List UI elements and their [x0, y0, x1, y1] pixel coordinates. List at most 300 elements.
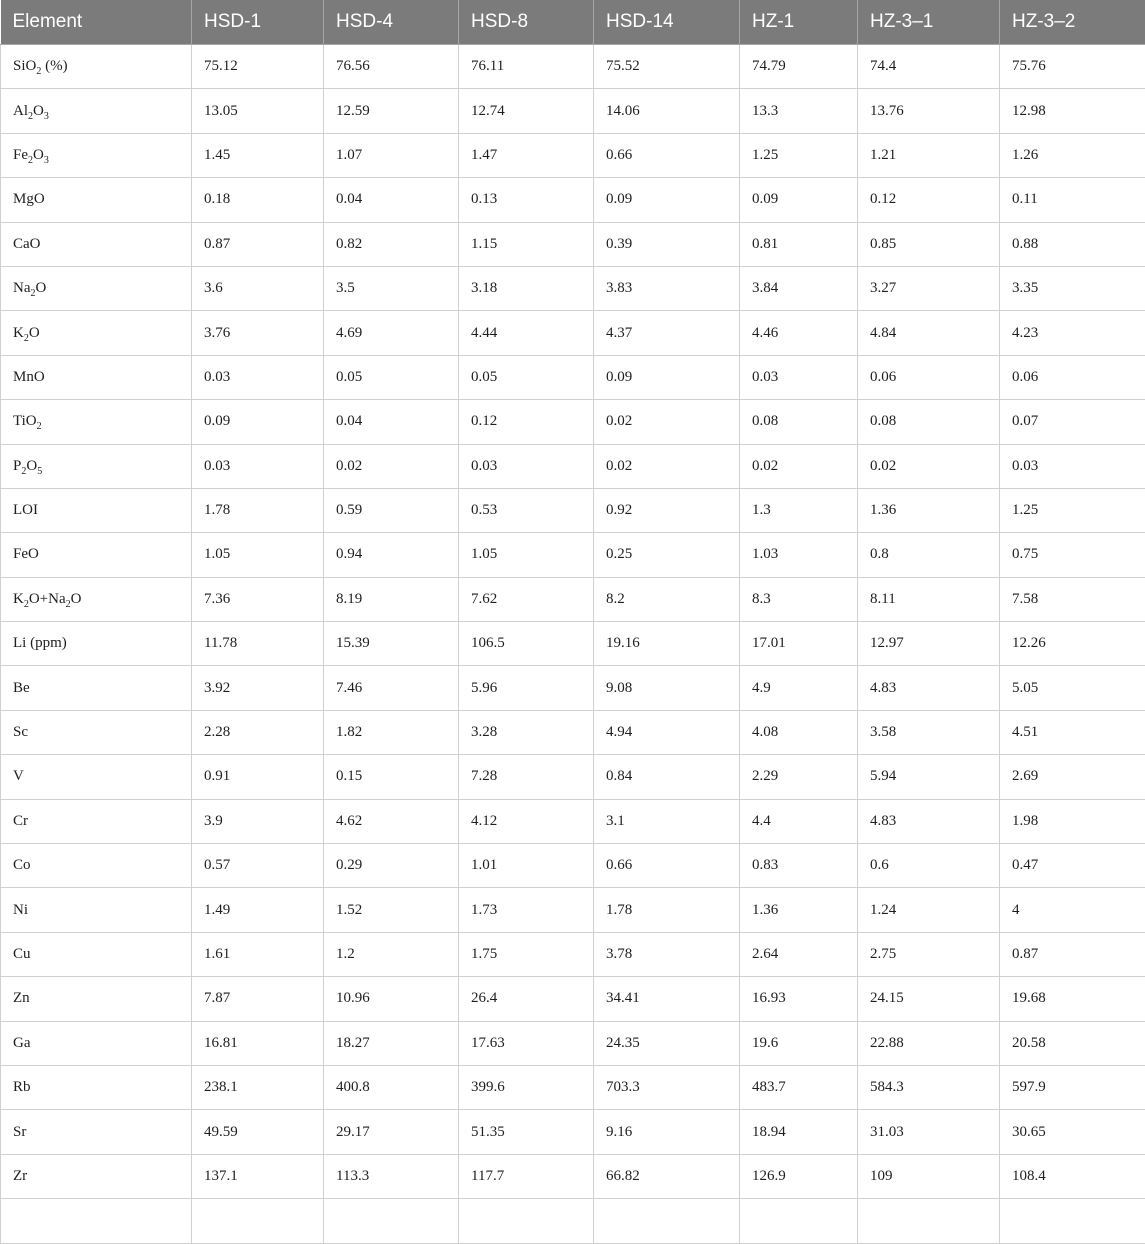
- label-subscript: 2: [31, 288, 36, 299]
- label-text: O: [33, 147, 44, 163]
- row-label: [1, 888, 192, 932]
- table-cell: 7.46: [324, 666, 459, 710]
- label-subscript: 2: [37, 421, 42, 432]
- table-cell: 1.25: [740, 133, 858, 177]
- table-cell: 1.45: [192, 133, 324, 177]
- table-cell: 16.93: [740, 977, 858, 1021]
- table-cell: 4.83: [858, 799, 1000, 843]
- table-cell: 1.25: [1000, 488, 1145, 532]
- table-cell: 76.56: [324, 45, 459, 89]
- table-cell: 0.05: [459, 355, 594, 399]
- table-cell: 1.01: [459, 844, 594, 888]
- table-cell: 0.81: [740, 222, 858, 266]
- table-cell: 108.4: [1000, 1154, 1145, 1198]
- table-cell: 0.09: [594, 355, 740, 399]
- table-cell: 4.44: [459, 311, 594, 355]
- table-cell: 0.88: [1000, 222, 1145, 266]
- table-cell: 3.28: [459, 710, 594, 754]
- table-cell: 66.82: [594, 1154, 740, 1198]
- table-cell: 4.08: [740, 710, 858, 754]
- header-hz-3-2: HZ-3–2: [1000, 0, 1145, 45]
- table-cell: 0.92: [594, 488, 740, 532]
- label-text: Li (ppm): [13, 635, 67, 651]
- table-row: [1, 1110, 1145, 1154]
- table-cell: 117.7: [459, 1154, 594, 1198]
- label-text: Sc: [13, 724, 28, 740]
- label-subscript: 2: [24, 333, 29, 344]
- table-cell: 0.03: [459, 444, 594, 488]
- table-cell: 31.03: [858, 1110, 1000, 1154]
- table-cell: 0.66: [594, 133, 740, 177]
- table-cell: 126.9: [740, 1154, 858, 1198]
- table-cell: 12.98: [1000, 89, 1145, 133]
- table-cell: 0.02: [594, 400, 740, 444]
- table-cell: 0.02: [324, 444, 459, 488]
- table-cell: 3.78: [594, 932, 740, 976]
- table-cell: 1.21: [858, 133, 1000, 177]
- table-cell: 1.15: [459, 222, 594, 266]
- row-label: [1, 977, 192, 1021]
- table-cell: 4.9: [740, 666, 858, 710]
- table-cell: 0.09: [594, 178, 740, 222]
- table-cell: [594, 1199, 740, 1243]
- label-text: Be: [13, 680, 30, 696]
- table-cell: 1.49: [192, 888, 324, 932]
- table-cell: 3.6: [192, 266, 324, 310]
- table-row: [1, 89, 1145, 133]
- table-cell: 74.79: [740, 45, 858, 89]
- table-row: [1, 844, 1145, 888]
- table-cell: 0.04: [324, 178, 459, 222]
- table-cell: 4.84: [858, 311, 1000, 355]
- table-header: [1, 0, 1145, 45]
- table-cell: 3.83: [594, 266, 740, 310]
- table-cell: 4.46: [740, 311, 858, 355]
- table-cell: 238.1: [192, 1065, 324, 1109]
- table-cell: 0.91: [192, 755, 324, 799]
- label-subscript: 2: [21, 466, 26, 477]
- table-cell: 0.57: [192, 844, 324, 888]
- table-cell: [1000, 1199, 1145, 1243]
- table-cell: 0.94: [324, 533, 459, 577]
- table-cell: 1.36: [740, 888, 858, 932]
- table-cell: 49.59: [192, 1110, 324, 1154]
- table-cell: 1.03: [740, 533, 858, 577]
- table-cell: 7.28: [459, 755, 594, 799]
- label-subscript: 3: [44, 155, 49, 166]
- header-hsd-4: HSD-4: [324, 0, 459, 45]
- table-cell: 3.9: [192, 799, 324, 843]
- table-cell: 4.69: [324, 311, 459, 355]
- table-cell: 3.84: [740, 266, 858, 310]
- table-cell: 10.96: [324, 977, 459, 1021]
- table-cell: 19.68: [1000, 977, 1145, 1021]
- row-label: [1, 710, 192, 754]
- table-cell: 4.37: [594, 311, 740, 355]
- table-cell: 399.6: [459, 1065, 594, 1109]
- table-cell: 1.2: [324, 932, 459, 976]
- row-label: [1, 799, 192, 843]
- label-text: O: [26, 458, 37, 474]
- label-text: V: [13, 768, 24, 784]
- table-cell: 0.29: [324, 844, 459, 888]
- label-subscript: 5: [37, 466, 42, 477]
- label-text: K: [13, 591, 24, 607]
- table-cell: [459, 1199, 594, 1243]
- table-cell: 1.26: [1000, 133, 1145, 177]
- row-label: [1, 1021, 192, 1065]
- label-subscript: 2: [24, 599, 29, 610]
- row-label: [1, 222, 192, 266]
- table-cell: 0.08: [858, 400, 1000, 444]
- table-cell: 75.52: [594, 45, 740, 89]
- row-label: [1, 577, 192, 621]
- table-cell: 3.58: [858, 710, 1000, 754]
- table-body: [1, 45, 1145, 1244]
- table-row: [1, 444, 1145, 488]
- table-row: [1, 400, 1145, 444]
- table-row: [1, 1154, 1145, 1198]
- table-row: [1, 1199, 1145, 1243]
- table-cell: 1.61: [192, 932, 324, 976]
- table-row: [1, 533, 1145, 577]
- table-cell: 0.06: [1000, 355, 1145, 399]
- table-row: [1, 888, 1145, 932]
- table-cell: [192, 1199, 324, 1243]
- table-cell: 24.35: [594, 1021, 740, 1065]
- table-cell: 13.05: [192, 89, 324, 133]
- table-cell: 2.69: [1000, 755, 1145, 799]
- table-cell: 29.17: [324, 1110, 459, 1154]
- table-cell: 0.02: [858, 444, 1000, 488]
- label-text: (%): [41, 58, 67, 74]
- table-cell: 0.09: [192, 400, 324, 444]
- table-cell: 3.18: [459, 266, 594, 310]
- table-cell: 9.16: [594, 1110, 740, 1154]
- table-cell: 20.58: [1000, 1021, 1145, 1065]
- row-label: [1, 1199, 192, 1243]
- label-text: Sr: [13, 1124, 26, 1140]
- row-label: [1, 178, 192, 222]
- table-row: [1, 266, 1145, 310]
- table-cell: 0.12: [459, 400, 594, 444]
- table-cell: 0.53: [459, 488, 594, 532]
- table-row: [1, 133, 1145, 177]
- table-cell: 0.85: [858, 222, 1000, 266]
- row-label: [1, 444, 192, 488]
- table-cell: 2.75: [858, 932, 1000, 976]
- row-label: [1, 266, 192, 310]
- label-text: Zn: [13, 990, 30, 1006]
- table-cell: 0.8: [858, 533, 1000, 577]
- label-subscript: 2: [28, 111, 33, 122]
- table-cell: 5.96: [459, 666, 594, 710]
- table-cell: 0.07: [1000, 400, 1145, 444]
- table-cell: 0.03: [1000, 444, 1145, 488]
- table-cell: 0.87: [1000, 932, 1145, 976]
- table-cell: 597.9: [1000, 1065, 1145, 1109]
- table-cell: 1.36: [858, 488, 1000, 532]
- table-cell: 17.63: [459, 1021, 594, 1065]
- table-cell: 3.35: [1000, 266, 1145, 310]
- table-cell: 1.98: [1000, 799, 1145, 843]
- row-label: [1, 45, 192, 89]
- table-cell: 18.27: [324, 1021, 459, 1065]
- table-cell: 7.87: [192, 977, 324, 1021]
- table-cell: 75.12: [192, 45, 324, 89]
- table-cell: 0.84: [594, 755, 740, 799]
- table-cell: 13.76: [858, 89, 1000, 133]
- table-cell: 0.18: [192, 178, 324, 222]
- table-row: [1, 577, 1145, 621]
- table-cell: 0.02: [740, 444, 858, 488]
- label-text: Zr: [13, 1168, 27, 1184]
- table-row: [1, 755, 1145, 799]
- table-cell: 0.59: [324, 488, 459, 532]
- label-text: LOI: [13, 502, 38, 518]
- table-cell: 2.29: [740, 755, 858, 799]
- table-cell: 16.81: [192, 1021, 324, 1065]
- table-cell: 1.78: [192, 488, 324, 532]
- label-subscript: 2: [28, 155, 33, 166]
- row-label: [1, 1065, 192, 1109]
- table-cell: 4: [1000, 888, 1145, 932]
- table-cell: 1.05: [459, 533, 594, 577]
- table-cell: 0.15: [324, 755, 459, 799]
- label-text: Ga: [13, 1035, 31, 1051]
- label-text: Co: [13, 857, 31, 873]
- table-cell: 3.27: [858, 266, 1000, 310]
- header-element: Element: [1, 0, 192, 45]
- label-subscript: 3: [44, 111, 49, 122]
- table-cell: 113.3: [324, 1154, 459, 1198]
- table-cell: 12.59: [324, 89, 459, 133]
- table-cell: 0.03: [192, 355, 324, 399]
- table-cell: 0.12: [858, 178, 1000, 222]
- table-cell: 4.12: [459, 799, 594, 843]
- table-cell: 1.73: [459, 888, 594, 932]
- table-cell: 3.5: [324, 266, 459, 310]
- label-text: Cr: [13, 813, 28, 829]
- label-text: Cu: [13, 946, 31, 962]
- table-cell: 1.82: [324, 710, 459, 754]
- table-cell: 0.09: [740, 178, 858, 222]
- table-cell: 137.1: [192, 1154, 324, 1198]
- table-cell: 13.3: [740, 89, 858, 133]
- table-cell: 18.94: [740, 1110, 858, 1154]
- table-cell: 22.88: [858, 1021, 1000, 1065]
- table-cell: 0.02: [594, 444, 740, 488]
- table-cell: 1.3: [740, 488, 858, 532]
- header-hsd-14: HSD-14: [594, 0, 740, 45]
- table-row: [1, 710, 1145, 754]
- table-cell: 17.01: [740, 622, 858, 666]
- table-cell: 8.11: [858, 577, 1000, 621]
- table-row: [1, 977, 1145, 1021]
- label-subscript: 2: [66, 599, 71, 610]
- table-cell: [858, 1199, 1000, 1243]
- table-cell: 2.28: [192, 710, 324, 754]
- table-row: [1, 45, 1145, 89]
- row-label: [1, 311, 192, 355]
- table-cell: 7.58: [1000, 577, 1145, 621]
- table-row: [1, 622, 1145, 666]
- header-hz-3-1: HZ-3–1: [858, 0, 1000, 45]
- table-cell: 0.05: [324, 355, 459, 399]
- label-text: K: [13, 325, 24, 341]
- label-text: Fe: [13, 147, 28, 163]
- table-cell: 4.4: [740, 799, 858, 843]
- row-label: [1, 488, 192, 532]
- label-text: SiO: [13, 58, 36, 74]
- label-text: Ni: [13, 902, 28, 918]
- table-cell: 0.03: [740, 355, 858, 399]
- row-label: [1, 1110, 192, 1154]
- row-label: [1, 622, 192, 666]
- table-cell: 12.26: [1000, 622, 1145, 666]
- table-cell: 19.16: [594, 622, 740, 666]
- table-cell: 74.4: [858, 45, 1000, 89]
- table-cell: 12.74: [459, 89, 594, 133]
- table-cell: 0.6: [858, 844, 1000, 888]
- label-text: Al: [13, 103, 28, 119]
- table-cell: 34.41: [594, 977, 740, 1021]
- table-cell: 0.03: [192, 444, 324, 488]
- table-cell: 0.39: [594, 222, 740, 266]
- table-cell: 483.7: [740, 1065, 858, 1109]
- table-cell: 2.64: [740, 932, 858, 976]
- table-cell: 400.8: [324, 1065, 459, 1109]
- table-row: [1, 311, 1145, 355]
- header-hz-1: HZ-1: [740, 0, 858, 45]
- table-cell: 75.76: [1000, 45, 1145, 89]
- table-cell: 4.23: [1000, 311, 1145, 355]
- table-cell: 19.6: [740, 1021, 858, 1065]
- label-text: P: [13, 458, 21, 474]
- table-cell: [740, 1199, 858, 1243]
- table-cell: 11.78: [192, 622, 324, 666]
- table-cell: 0.82: [324, 222, 459, 266]
- table-cell: 0.11: [1000, 178, 1145, 222]
- table-cell: 703.3: [594, 1065, 740, 1109]
- table-cell: 8.19: [324, 577, 459, 621]
- header-row: [1, 0, 1145, 45]
- label-subscript: 2: [36, 66, 41, 77]
- table-cell: 0.83: [740, 844, 858, 888]
- table-cell: 3.1: [594, 799, 740, 843]
- table-cell: 7.62: [459, 577, 594, 621]
- table-cell: 0.75: [1000, 533, 1145, 577]
- table-cell: 5.05: [1000, 666, 1145, 710]
- label-text: O: [36, 280, 47, 296]
- row-label: [1, 355, 192, 399]
- row-label: [1, 400, 192, 444]
- table-cell: 9.08: [594, 666, 740, 710]
- table-cell: 4.51: [1000, 710, 1145, 754]
- table-cell: 76.11: [459, 45, 594, 89]
- table-cell: 7.36: [192, 577, 324, 621]
- table-cell: 8.2: [594, 577, 740, 621]
- table-cell: 1.07: [324, 133, 459, 177]
- table-row: [1, 799, 1145, 843]
- table-cell: [324, 1199, 459, 1243]
- table-cell: 0.08: [740, 400, 858, 444]
- table-cell: 4.94: [594, 710, 740, 754]
- table-cell: 24.15: [858, 977, 1000, 1021]
- row-label: [1, 755, 192, 799]
- table-cell: 3.92: [192, 666, 324, 710]
- table-cell: 1.52: [324, 888, 459, 932]
- label-text: O: [33, 103, 44, 119]
- table-cell: 1.24: [858, 888, 1000, 932]
- table-row: [1, 355, 1145, 399]
- row-label: [1, 1154, 192, 1198]
- table-cell: 0.04: [324, 400, 459, 444]
- table-cell: 12.97: [858, 622, 1000, 666]
- table-cell: 4.83: [858, 666, 1000, 710]
- table-cell: 109: [858, 1154, 1000, 1198]
- table-row: [1, 1021, 1145, 1065]
- table-row: [1, 178, 1145, 222]
- row-label: [1, 133, 192, 177]
- table-row: [1, 488, 1145, 532]
- row-label: [1, 89, 192, 133]
- table-cell: 30.65: [1000, 1110, 1145, 1154]
- label-text: MgO: [13, 191, 45, 207]
- header-hsd-1: HSD-1: [192, 0, 324, 45]
- label-text: O+Na: [29, 591, 66, 607]
- table-row: [1, 1065, 1145, 1109]
- label-text: TiO: [13, 413, 37, 429]
- table-cell: 26.4: [459, 977, 594, 1021]
- table-row: [1, 666, 1145, 710]
- label-text: O: [29, 325, 40, 341]
- table-cell: 1.47: [459, 133, 594, 177]
- table-row: [1, 222, 1145, 266]
- header-hsd-8: HSD-8: [459, 0, 594, 45]
- table-cell: 106.5: [459, 622, 594, 666]
- table-cell: 1.75: [459, 932, 594, 976]
- table-cell: 0.13: [459, 178, 594, 222]
- label-text: Rb: [13, 1079, 31, 1095]
- label-text: FeO: [13, 546, 39, 562]
- row-label: [1, 533, 192, 577]
- row-label: [1, 932, 192, 976]
- row-label: [1, 666, 192, 710]
- table-cell: 51.35: [459, 1110, 594, 1154]
- table-cell: 8.3: [740, 577, 858, 621]
- table-cell: 15.39: [324, 622, 459, 666]
- row-label: [1, 844, 192, 888]
- table-cell: 584.3: [858, 1065, 1000, 1109]
- table-cell: 5.94: [858, 755, 1000, 799]
- table-cell: 3.76: [192, 311, 324, 355]
- table-cell: 4.62: [324, 799, 459, 843]
- table-cell: 0.06: [858, 355, 1000, 399]
- label-text: Na: [13, 280, 31, 296]
- label-text: MnO: [13, 369, 45, 385]
- label-text: CaO: [13, 236, 41, 252]
- table-cell: 0.87: [192, 222, 324, 266]
- table-cell: 0.25: [594, 533, 740, 577]
- label-text: O: [71, 591, 82, 607]
- table-cell: 1.05: [192, 533, 324, 577]
- table-row: [1, 932, 1145, 976]
- table-cell: 0.66: [594, 844, 740, 888]
- table-cell: 14.06: [594, 89, 740, 133]
- table-cell: 1.78: [594, 888, 740, 932]
- table-cell: 0.47: [1000, 844, 1145, 888]
